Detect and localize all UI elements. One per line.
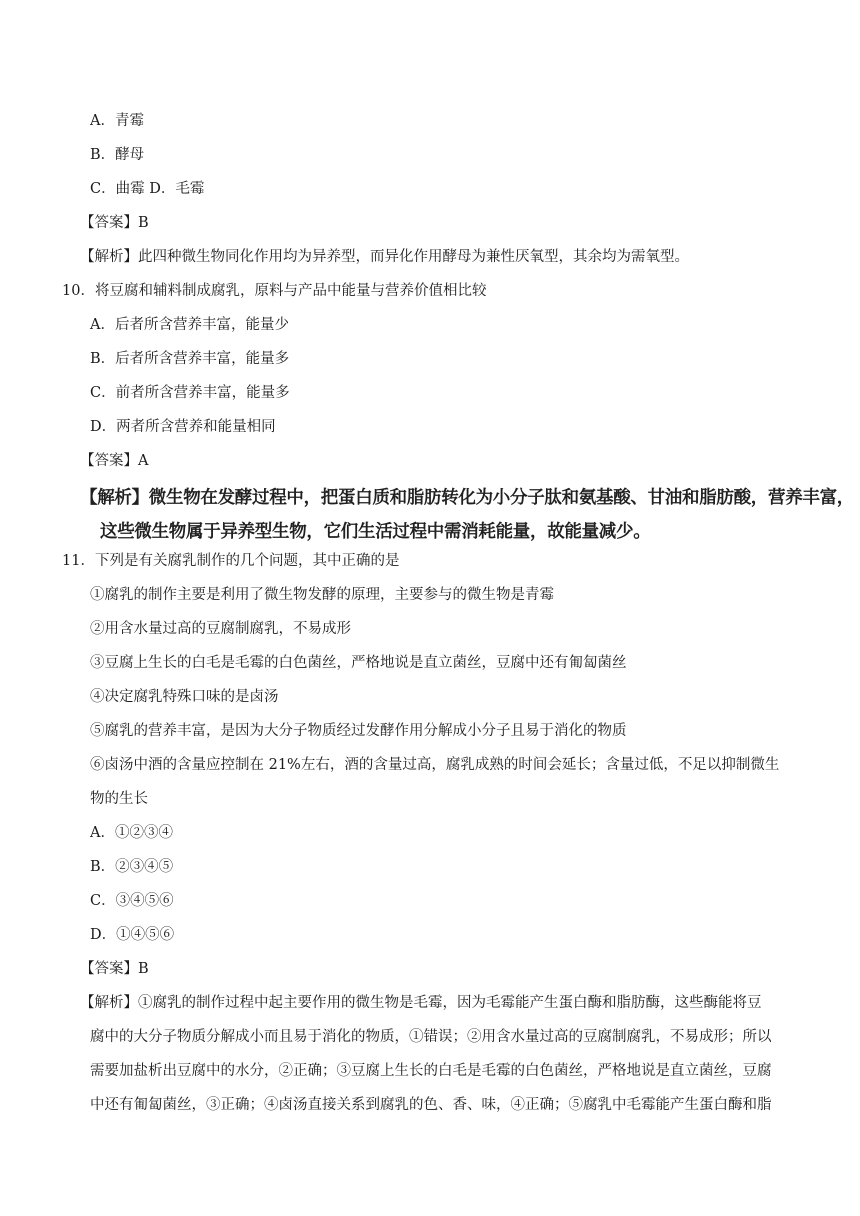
q10-option-a: A．后者所含营养丰富，能量少 [90,317,289,333]
q10-stem: 10．将豆腐和辅料制成腐乳，原料与产品中能量与营养价值相比较 [62,283,487,299]
q11-analysis-line1: 【解析】①腐乳的制作过程中起主要作用的微生物是毛霉，因为毛霉能产生蛋白酶和脂肪酶，这些酶能将豆 [80,995,762,1011]
q11-statement-3: ③豆腐上生长的白毛是毛霉的白色菌丝，严格地说是直立菌丝，豆腐中还有匍匐菌丝 [90,655,627,671]
q9-option-b: B．酵母 [90,147,145,163]
q11-answer: 【答案】B [80,961,149,977]
q11-option-b: B．②③④⑤ [90,859,174,875]
q9-option-cd: C．曲霉 D．毛霉 [90,181,205,197]
q9-option-a: A．青霉 [90,113,144,129]
q9-analysis: 【解析】此四种微生物同化作用均为异养型，而异化作用酵母为兼性厌氧型，其余均为需氧型。 [80,249,689,265]
q11-analysis-line3: 需要加盐析出豆腐中的水分，②正确；③豆腐上生长的白毛是毛霉的白色菌丝，严格地说是直立菌丝，豆腐 [90,1063,772,1079]
q11-statement-2: ②用含水量过高的豆腐制腐乳，不易成形 [90,621,351,637]
q11-statement-6-cont: 物的生长 [90,791,148,807]
q11-stem: 11．下列是有关腐乳制作的几个问题，其中正确的是 [62,553,400,569]
q10-option-c: C．前者所含营养丰富，能量多 [90,385,290,401]
q10-analysis-line2: 这些微生物属于异养型生物，它们生活过程中需消耗能量，故能量减少。 [100,522,651,542]
q11-option-d: D．①④⑤⑥ [90,927,175,943]
q11-statement-6: ⑥卤汤中酒的含量应控制在 21%左右，酒的含量过高，腐乳成熟的时间会延长；含量过低，不足以抑制微生 [90,757,780,773]
q10-answer: 【答案】A [80,453,149,469]
q11-analysis-line4: 中还有匍匐菌丝，③正确；④卤汤直接关系到腐乳的色、香、味，④正确；⑤腐乳中毛霉能产生蛋白酶和脂 [90,1097,772,1113]
q11-analysis-line2: 腐中的大分子物质分解成小而且易于消化的物质，①错误；②用含水量过高的豆腐制腐乳，不易成形；所以 [90,1029,772,1045]
q11-statement-1: ①腐乳的制作主要是利用了微生物发酵的原理，主要参与的微生物是青霉 [90,587,554,603]
q11-option-a: A．①②③④ [90,825,173,841]
q11-statement-4: ④决定腐乳特殊口味的是卤汤 [90,689,279,705]
q11-option-c: C．③④⑤⑥ [90,893,174,909]
q10-analysis-line1: 【解析】微生物在发酵过程中，把蛋白质和脂肪转化为小分子肽和氨基酸、甘油和脂肪酸，营养丰富， [80,488,854,508]
q11-statement-5: ⑤腐乳的营养丰富，是因为大分子物质经过发酵作用分解成小分子且易于消化的物质 [90,723,627,739]
q10-option-b: B．后者所含营养丰富，能量多 [90,351,290,367]
q10-option-d: D．两者所含营养和能量相同 [90,419,276,435]
q9-answer: 【答案】B [80,215,149,231]
